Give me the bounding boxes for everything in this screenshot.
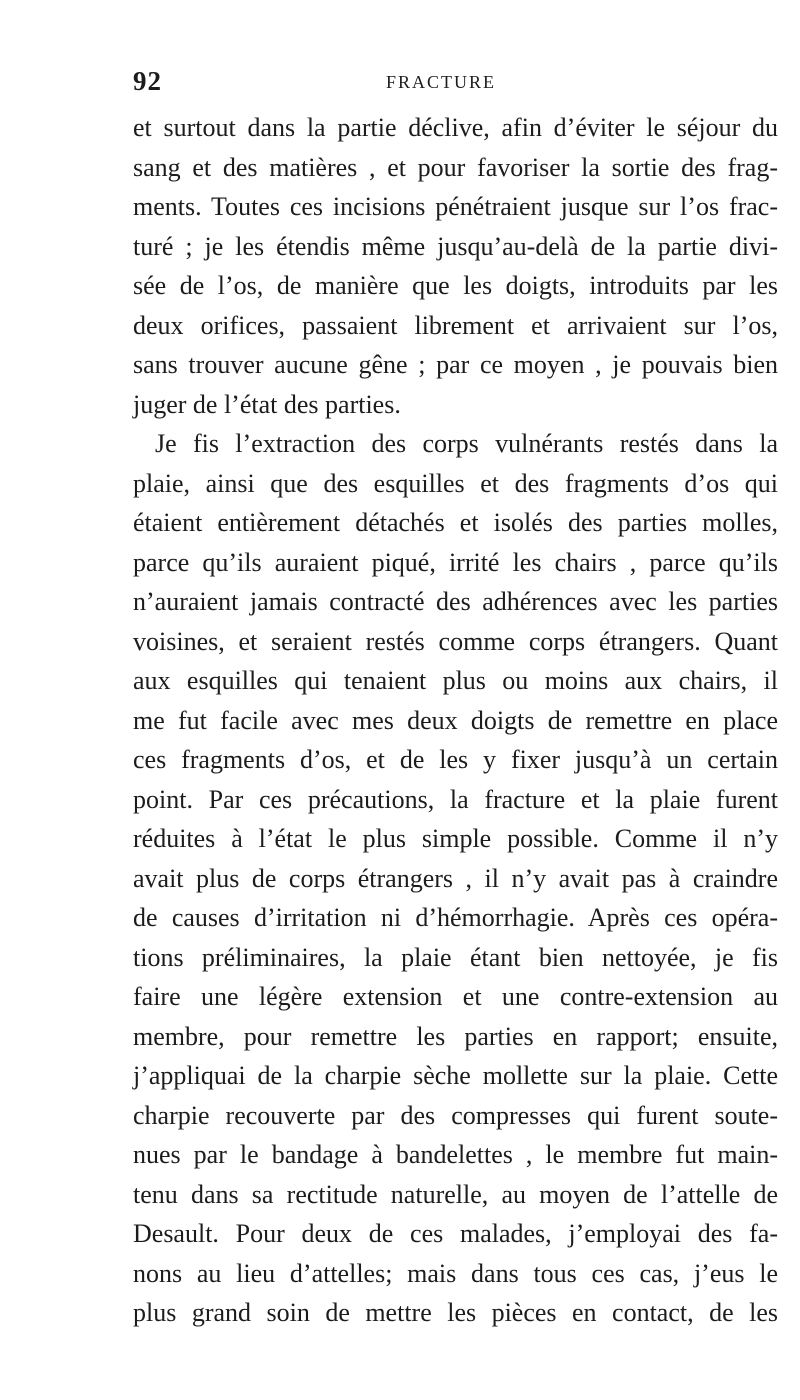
body-text xyxy=(133,108,778,1333)
text-line: plus grand soin de mettre les pièces en contact, de les xyxy=(133,1298,778,1327)
text-line: juger de l’état des parties. xyxy=(133,389,401,419)
text-line: Desault. Pour deux de ces malades, j’employai des fa- xyxy=(133,1219,778,1248)
text-line: sans trouver aucune gêne ; par ce moyen , je pouvais bien xyxy=(133,350,778,379)
text-line: et surtout dans la partie déclive, afin d’éviter le séjour du xyxy=(133,113,778,142)
text-line: j’appliquai de la charpie sèche mollette sur la plaie. Cette xyxy=(133,1061,778,1090)
running-head: FRACTURE xyxy=(385,72,497,92)
text-line: aux esquilles qui tenaient plus ou moins aux chairs, il xyxy=(133,666,778,695)
text-line: charpie recouverte par des compresses qui furent soute- xyxy=(133,1100,778,1130)
text-line: avait plus de corps étrangers , il n’y avait pas à craindre xyxy=(133,863,778,893)
text-line: parce qu’ils auraient piqué, irrité les chairs , parce qu’ils xyxy=(133,547,778,577)
text-line: ments. Toutes ces incisions pénétraient jusque sur l’os frac- xyxy=(133,192,778,221)
text-line: n’auraient jamais contracté des adhérences avec les parties xyxy=(133,587,778,616)
text-line: membre, pour remettre les parties en rapport; ensuite, xyxy=(133,1021,778,1051)
text-line: ces fragments d’os, et de les y fixer jusqu’à un certain xyxy=(133,745,778,774)
text-line: point. Par ces précautions, la fracture et la plaie furent xyxy=(133,784,778,814)
text-line: sée de l’os, de manière que les doigts, introduits par les xyxy=(133,271,778,300)
page-number: 92 xyxy=(133,66,162,96)
text-line: de causes d’irritation ni d’hémorrhagie. Après ces opéra- xyxy=(133,903,778,932)
text-line: nons au lieu d’attelles; mais dans tous ces cas, j’eus le xyxy=(133,1258,778,1288)
text-line: nues par le bandage à bandelettes , le membre fut main- xyxy=(133,1140,778,1169)
text-line: tions préliminaires, la plaie étant bien nettoyée, je fis xyxy=(133,942,778,972)
text-line: étaient entièrement détachés et isolés des parties molles, xyxy=(133,508,778,537)
text-line: voisines, et seraient restés comme corps étrangers. Quant xyxy=(133,626,778,656)
text-line: plaie, ainsi que des esquilles et des fragments d’os qui xyxy=(133,468,778,498)
text-line: deux orifices, passaient librement et arrivaient sur l’os, xyxy=(133,310,778,340)
text-line: turé ; je les étendis même jusqu’au-delà de la partie divi- xyxy=(133,231,778,261)
text-line: réduites à l’état le plus simple possible. Comme il n’y xyxy=(133,824,778,853)
text-line: tenu dans sa rectitude naturelle, au moyen de l’attelle de xyxy=(133,1179,778,1209)
text-line: faire une légère extension et une contre-extension au xyxy=(133,982,778,1011)
page-header xyxy=(133,66,723,102)
text-line: Je fis l’extraction des corps vulnérants restés dans la xyxy=(155,429,778,458)
text-line: sang et des matières , et pour favoriser la sortie des frag- xyxy=(133,152,778,182)
text-line: me fut facile avec mes deux doigts de remettre en place xyxy=(133,705,778,735)
